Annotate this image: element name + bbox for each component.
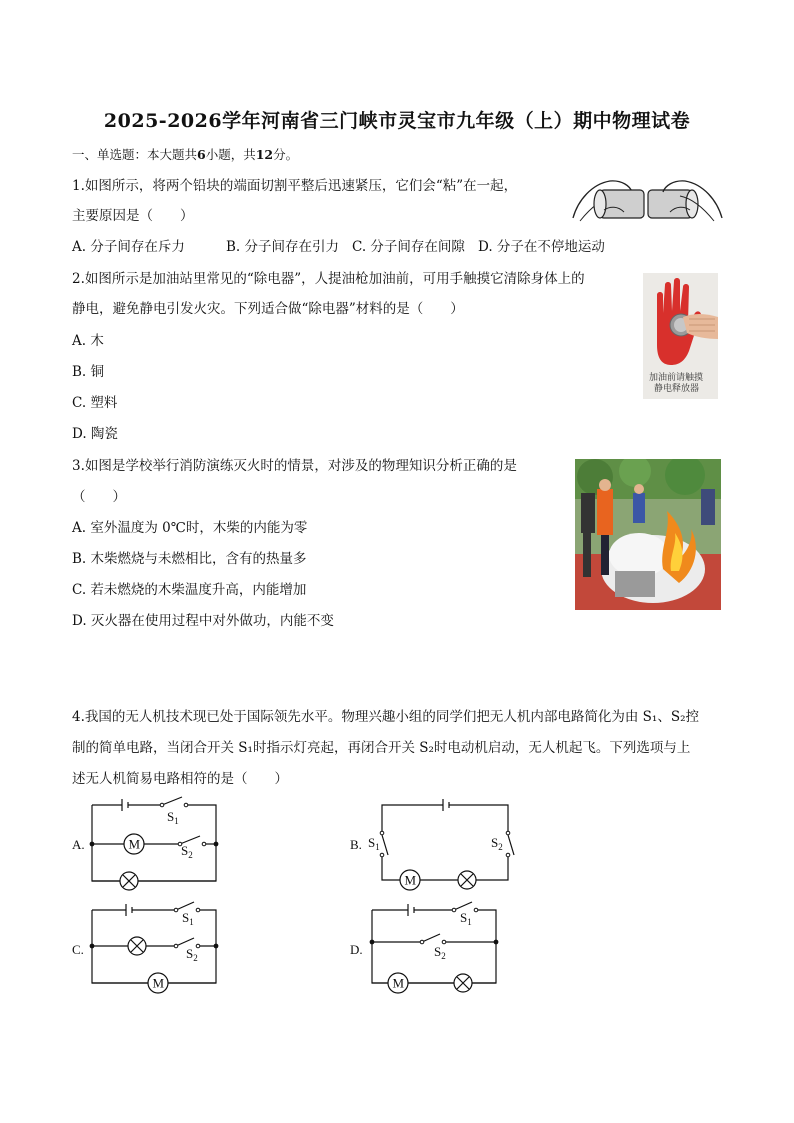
q3-option-b: B. 木柴燃烧与未燃相比，含有的热量多 [72,551,307,567]
motor-label: M [392,975,405,991]
q3-stem-line2: （ ） [72,489,126,505]
fire-drill-photo [575,459,721,610]
circuit-option-a [70,795,230,895]
q1-option-b: B. 分子间存在引力 [226,239,340,255]
circuit-c-label: C. [72,942,84,957]
switch-s1-label: $S_1$ [167,809,179,826]
circuit-option-d [348,898,528,998]
q2-option-d: D. 陶瓷 [72,426,118,442]
section-heading: 一、单选题：本大题共6小题，共12分。 [72,147,299,162]
q2-stem-line2: 静电，避免静电引发火灾。下列适合做“除电器”材料的是（ ） [72,301,464,317]
switch-s1-label: $S_1$ [182,910,194,927]
eliminator-sign-text-1: 加油前请触摸 [649,373,704,383]
q4-stem-line2: 制的简单电路，当闭合开关 S₁时指示灯亮起，再闭合开关 S₂时电动机启动，无人机起飞。下列选项与上 [72,740,691,756]
circuit-b-label: B. [350,837,362,852]
switch-s2-label: $S_2$ [181,843,193,860]
circuit-option-c [70,898,230,998]
motor-label: M [404,872,417,888]
circuit-a-label: A. [72,837,85,852]
q1-stem-line2: 主要原因是（ ） [72,208,194,224]
q2-option-c: C. 塑料 [72,395,118,411]
q3-option-d: D. 灭火器在使用过程中对外做功，内能不变 [72,613,334,629]
static-eliminator-photo [643,273,718,399]
q1-stem-line1: 1.如图所示，将两个铅块的端面切割平整后迅速紧压，它们会“粘”在一起， [72,178,518,194]
q3-option-c: C. 若未燃烧的木柴温度升高，内能增加 [72,582,307,598]
q1-option-c: C. 分子间存在间隙 [352,239,465,255]
switch-s1-label: $S_1$ [368,835,380,852]
q2-option-b: B. 铜 [72,364,105,380]
q4-stem-line1: 4.我国的无人机技术现已处于国际领先水平。物理兴趣小组的同学们把无人机内部电路简化为由 S₁、S₂控 [72,709,699,725]
q2-stem-line1: 2.如图所示是加油站里常见的“除电器”，人提油枪加油前，可用手触摸它清除身体上的 [72,271,585,287]
q3-stem-line1: 3.如图是学校举行消防演练灭火时的情景，对涉及的物理知识分析正确的是 [72,458,517,474]
q1-option-d: D. 分子在不停地运动 [478,239,605,255]
switch-s2-label: $S_2$ [434,944,446,961]
eliminator-sign-text-2: 静电释放器 [654,384,700,394]
motor-label: M [152,975,165,991]
switch-s1-label: $S_1$ [460,910,472,927]
motor-label: M [128,836,141,852]
switch-s2-label: $S_2$ [491,835,503,852]
page-title: 2025-2026学年河南省三门峡市灵宝市九年级（上）期中物理试卷 [103,110,691,132]
circuit-option-b [348,795,528,895]
circuit-d-label: D. [350,942,363,957]
q1-option-a: A. 分子间存在斥力 [72,239,185,255]
q4-stem-line3: 述无人机简易电路相符的是（ ） [72,771,288,787]
switch-s2-label: $S_2$ [186,946,198,963]
q3-option-a: A. 室外温度为 0℃时，木柴的内能为零 [72,520,308,536]
lead-blocks-figure [570,176,725,231]
q2-option-a: A. 木 [72,333,104,349]
